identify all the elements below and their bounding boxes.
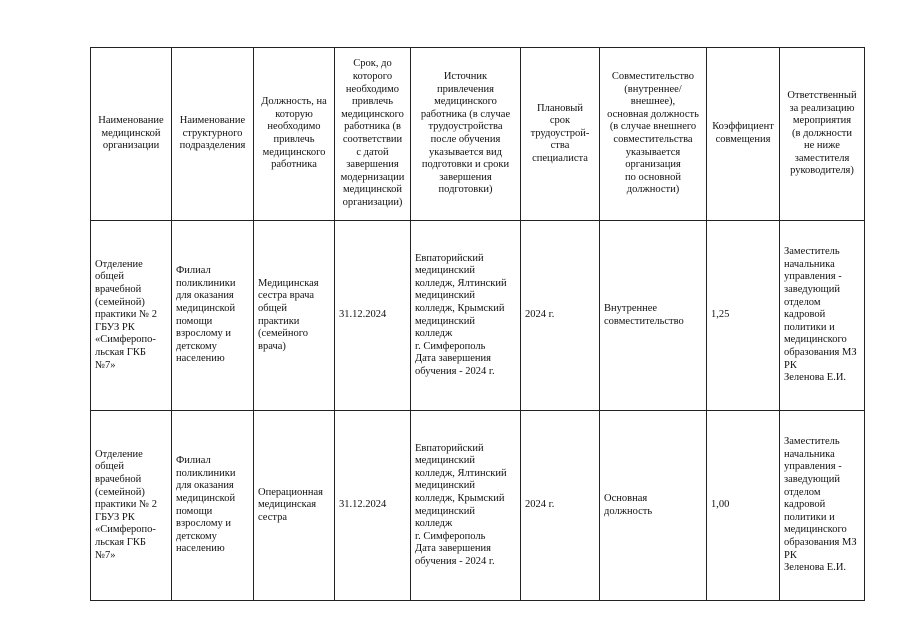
cell-combination: Основная должность bbox=[600, 411, 707, 601]
cell-coefficient: 1,00 bbox=[707, 411, 780, 601]
header-planned-date: Плановый срок трудоустрой- ства специалиста bbox=[521, 48, 600, 221]
cell-deadline: 31.12.2024 bbox=[335, 221, 411, 411]
cell-source: Евпаторийский медицинский колледж, Ялтинский медицинский колледж, Крымский медицинский колледж г. Симферополь Дата завершения обучения - 2024 г. bbox=[411, 411, 521, 601]
cell-subdivision: Филиал поликлиники для оказания медицинской помощи взрослому и детскому населению bbox=[172, 411, 254, 601]
header-source: Источник привлечения медицинского работника (в случае трудоустройства после обучения указывается вид подготовки и сроки завершения подготовки) bbox=[411, 48, 521, 221]
header-deadline: Срок, до которого необходимо привлечь медицинского работника (в соответствии с датой завершения модернизации медицинской организации) bbox=[335, 48, 411, 221]
cell-coefficient: 1,25 bbox=[707, 221, 780, 411]
header-subdivision: Наименование структурного подразделения bbox=[172, 48, 254, 221]
header-position: Должность, на которую необходимо привлечь медицинского работника bbox=[254, 48, 335, 221]
staffing-table bbox=[90, 47, 865, 601]
header-organization: Наименование медицинской организации bbox=[91, 48, 172, 221]
cell-organization: Отделение общей врачебной (семейной) практики № 2 ГБУЗ РК «Симферопо- льская ГКБ №7» bbox=[91, 411, 172, 601]
cell-responsible: Заместитель начальника управления - заведующий отделом кадровой политики и медицинского образования МЗ РК Зеленова Е.И. bbox=[780, 411, 865, 601]
header-coefficient: Коэффициент совмещения bbox=[707, 48, 780, 221]
cell-responsible: Заместитель начальника управления - заведующий отделом кадровой политики и медицинского образования МЗ РК Зеленова Е.И. bbox=[780, 221, 865, 411]
cell-planned-date: 2024 г. bbox=[521, 221, 600, 411]
header-responsible: Ответственный за реализацию мероприятия (в должности не ниже заместителя руководителя) bbox=[780, 48, 865, 221]
cell-deadline: 31.12.2024 bbox=[335, 411, 411, 601]
cell-subdivision: Филиал поликлиники для оказания медицинской помощи взрослому и детскому населению bbox=[172, 221, 254, 411]
header-row bbox=[91, 48, 865, 221]
table-row bbox=[91, 411, 865, 601]
header-combination: Совместительство (внутреннее/ внешнее), основная должность (в случае внешнего совместительства указывается организация по основной должности) bbox=[600, 48, 707, 221]
table-row bbox=[91, 221, 865, 411]
cell-planned-date: 2024 г. bbox=[521, 411, 600, 601]
cell-source: Евпаторийский медицинский колледж, Ялтинский медицинский колледж, Крымский медицинский колледж г. Симферополь Дата завершения обучения - 2024 г. bbox=[411, 221, 521, 411]
cell-position: Операционная медицинская сестра bbox=[254, 411, 335, 601]
cell-organization: Отделение общей врачебной (семейной) практики № 2 ГБУЗ РК «Симферопо- льская ГКБ №7» bbox=[91, 221, 172, 411]
cell-position: Медицинская сестра врача общей практики (семейного врача) bbox=[254, 221, 335, 411]
cell-combination: Внутреннее совместительство bbox=[600, 221, 707, 411]
